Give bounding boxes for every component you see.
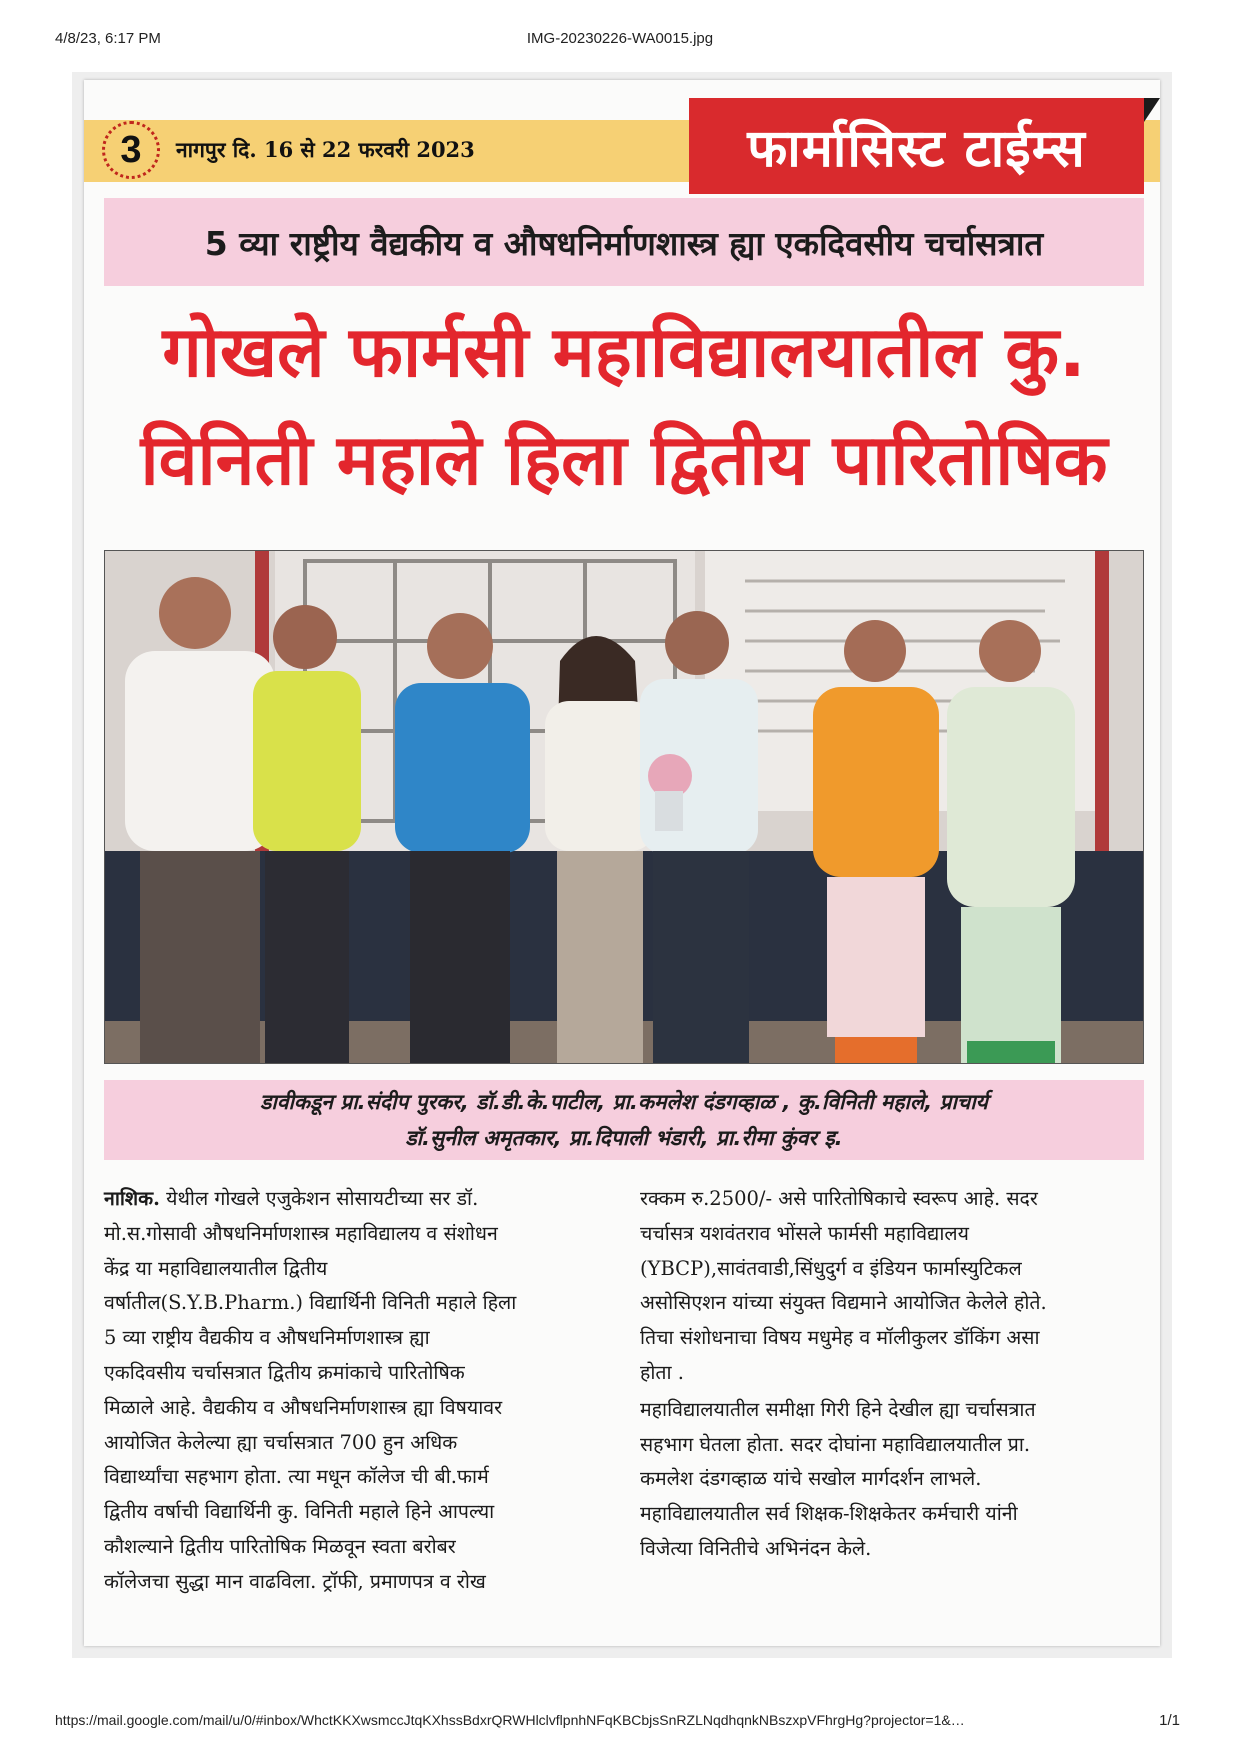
article-line: सहभाग घेतला होता. सदर दोघांना महाविद्यालयातील प्रा. <box>640 1432 1031 1456</box>
article-line: कौशल्याने द्वितीय पारितोषिक मिळवून स्वता बरोबर <box>104 1534 456 1558</box>
newspaper-page <box>84 80 1160 1646</box>
article-paragraph <box>640 1182 1148 1391</box>
article-line: मिळाले आहे. वैद्यकीय व औषधनिर्माणशास्त्र ह्या विषयावर <box>104 1395 503 1419</box>
article-column-right <box>640 1182 1148 1569</box>
caption-line-1: डावीकडून प्रा.संदीप पुरकर, डॉ.डी.के.पाटील, प्रा.कमलेश दंडगव्हाळ , कु.विनिती महाले, प्राचार्य <box>260 1090 988 1114</box>
article-line: कमलेश दंडगव्हाळ यांचे सखोल मार्गदर्शन लाभले. <box>640 1467 982 1491</box>
article-line: मो.स.गोसावी औषधनिर्माणशास्त्र महाविद्यालय व संशोधन <box>104 1221 498 1245</box>
article-line: चर्चासत्र यशवंतराव भोंसले फार्मसी महाविद्यालय <box>640 1221 969 1245</box>
article-line: वर्षातील(S.Y.B.Pharm.) विद्यार्थिनी विनिती महाले हिला <box>104 1291 517 1315</box>
headline <box>104 298 1144 528</box>
article-line: असोसिएशन यांच्या संयुक्त विद्यमाने आयोजित केलेले होते. <box>640 1291 1047 1315</box>
article-line: होता . <box>640 1360 684 1384</box>
article-line-text: येथील गोखले एजुकेशन सोसायटीच्या सर डॉ. <box>166 1187 479 1210</box>
brand-corner-decoration <box>1144 98 1160 122</box>
article-line: कॉलेजचा सुद्धा मान वाढविला. ट्रॉफी, प्रमाणपत्र व रोख <box>104 1569 486 1593</box>
issue-date: नागपुर दि. 16 से 22 फरवरी 2023 <box>176 137 475 162</box>
print-header <box>0 30 1240 52</box>
print-url: https://mail.google.com/mail/u/0/#inbox/WhctKKXwsmccJtqKXhssBdxrQRWHlclvflpnhNFqKBCbjsSnRZLNqdhqnkNBszxpVFhrgHg?projector=1&… <box>55 1712 965 1728</box>
article-line <box>104 1182 612 1217</box>
article-line: महाविद्यालयातील सर्व शिक्षक-शिक्षकेतर कर्मचारी यांनी <box>640 1502 1018 1526</box>
print-footer <box>0 1712 1240 1734</box>
headline-line-1: गोखले फार्मसी महाविद्यालयातील कु. <box>162 311 1086 393</box>
article-line: महाविद्यालयातील समीक्षा गिरी हिने देखील ह्या चर्चासत्रात <box>640 1397 1036 1421</box>
newspaper-clipping <box>72 72 1172 1658</box>
print-file-title: IMG-20230226-WA0015.jpg <box>526 30 714 47</box>
article-line: रक्कम रु.2500/- असे पारितोषिकाचे स्वरूप आहे. सदर <box>640 1187 1038 1210</box>
article-line: तिचा संशोधनाचा विषय मधुमेह व मॉलीकुलर डॉकिंग असा <box>640 1326 1040 1350</box>
group-photo <box>104 550 1144 1064</box>
article-line: एकदिवसीय चर्चासत्रात द्वितीय क्रमांकाचे पारितोषिक <box>104 1360 465 1384</box>
photo-caption <box>104 1080 1144 1160</box>
newspaper-brand-logo: फार्मासिस्ट टाईम्स <box>689 98 1144 194</box>
subheadline: 5 व्या राष्ट्रीय वैद्यकीय व औषधनिर्माणशास्त्र ह्या एकदिवसीय चर्चासत्रात <box>104 198 1144 286</box>
article-line: (YBCP),सावंतवाडी,सिंधुदुर्ग व इंडियन फार्मास्युटिकल <box>640 1256 1022 1280</box>
print-page-number: 1/1 <box>1159 1712 1180 1729</box>
group-photo-illustration <box>105 551 1143 1063</box>
article-line: द्वितीय वर्षाची विद्यार्थिनी कु. विनिती महाले हिने आपल्या <box>104 1500 495 1524</box>
article-line: विजेत्या विनितीचे अभिनंदन केले. <box>640 1536 872 1560</box>
article-line: आयोजित केलेल्या ह्या चर्चासत्रात 700 हुन अधिक <box>104 1430 458 1454</box>
article-dateline: नाशिक. <box>104 1187 160 1210</box>
print-datetime: 4/8/23, 6:17 PM <box>55 30 161 47</box>
article-line: 5 व्या राष्ट्रीय वैद्यकीय व औषधनिर्माणशास्त्र ह्या <box>104 1326 430 1350</box>
article-line: विद्यार्थ्यांचा सहभाग होता. त्या मधून कॉलेज ची बी.फार्म <box>104 1465 489 1489</box>
headline-line-2: विनिती महाले हिला द्वितीय पारितोषिक <box>140 419 1108 501</box>
caption-line-2: डॉ.सुनील अमृतकार, प्रा.दिपाली भंडारी, प्रा.रीमा कुंवर इ. <box>405 1126 843 1150</box>
article-paragraph <box>640 1393 1148 1567</box>
article-line: केंद्र या महाविद्यालयातील द्वितीय <box>104 1256 328 1280</box>
article-column-left <box>104 1182 612 1600</box>
issue-number-badge: 3 <box>102 121 160 179</box>
